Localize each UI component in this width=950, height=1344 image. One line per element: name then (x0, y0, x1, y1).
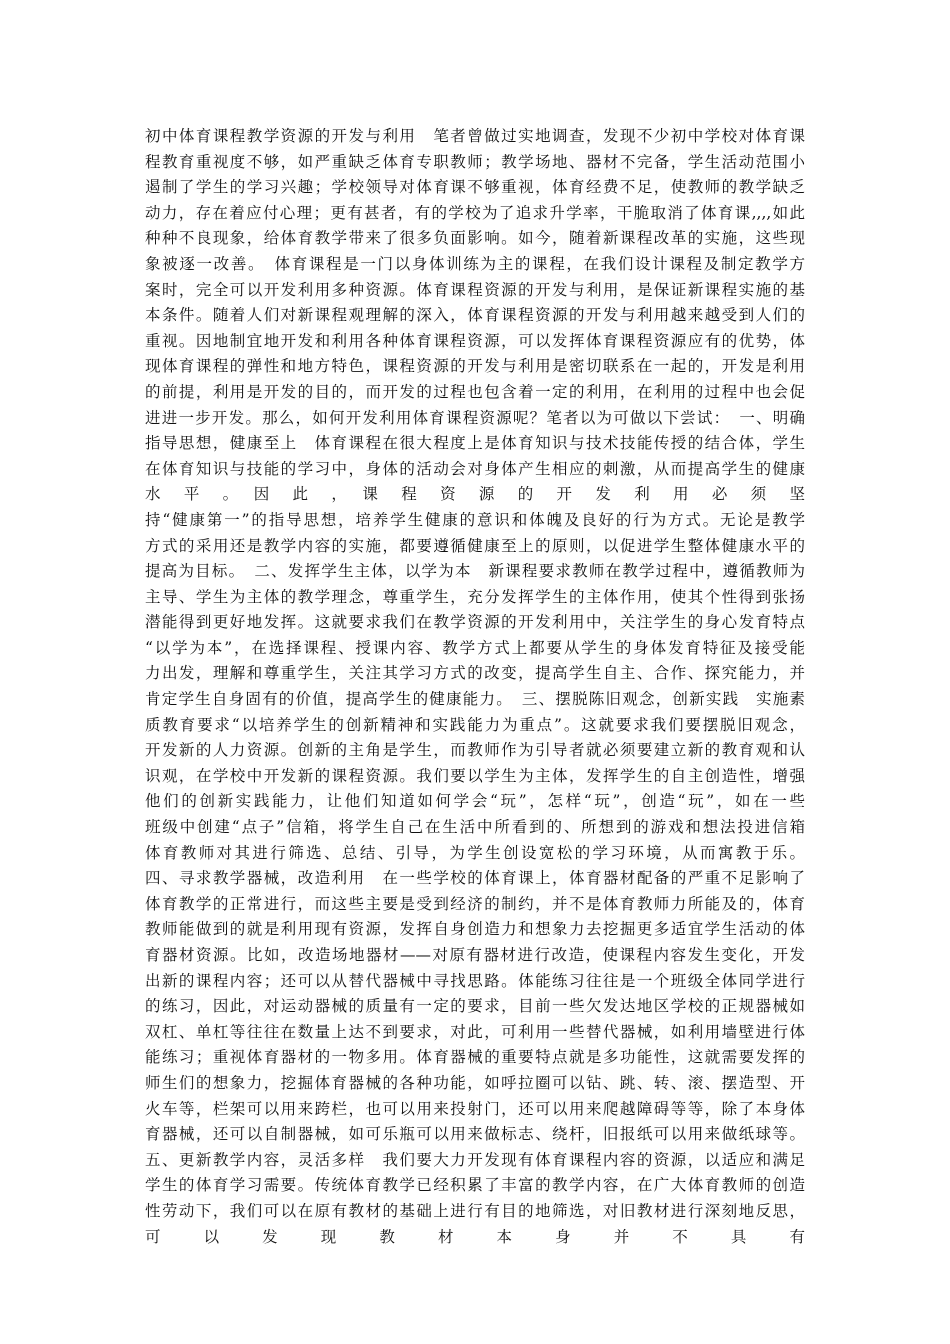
text-line: 识观，在学校中开发新的课程资源。我们要以学生为主体，发挥学生的自主创造性，增强 (145, 766, 805, 785)
text-line: 进进一步开发。那么，如何开发利用体育课程资源呢？笔者以为可做以下尝试： 一、明确 (145, 408, 805, 427)
text-line: 的练习，因此，对运动器械的质量有一定的要求，目前一些欠发达地区学校的正规器械如 (145, 997, 805, 1016)
text-line: 重视。因地制宜地开发和利用各种体育课程资源，可以发挥体育课程资源应有的优势，体 (145, 331, 805, 350)
text-line: 肯定学生自身固有的价值，提高学生的健康能力。 三、摆脱陈旧观念，创新实践 实施素 (145, 690, 805, 709)
text-line: 动力，存在着应付心理；更有甚者，有的学校为了追求升学率，干脆取消了体育课,,,,如此 (145, 203, 805, 222)
text-line: 四、寻求教学器械，改造利用 在一些学校的体育课上，体育器材配备的严重不足影响了 (145, 869, 805, 888)
text-line: 本条件。随着人们对新课程观理解的深入，体育课程资源的开发与利用越来越受到人们的 (145, 306, 805, 325)
text-line: 可 以 发 现 教 材 本 身 并 不 具 有 (145, 1227, 805, 1246)
text-line: 开发新的人力资源。创新的主角是学生，而教师作为引导者就必须要建立新的教育观和认 (145, 741, 805, 760)
text-line: 遏制了学生的学习兴趣；学校领导对体育课不够重视，体育经费不足，使教师的教学缺乏 (145, 178, 805, 197)
text-line: 出新的课程内容；还可以从替代器械中寻找思路。体能练习往往是一个班级全体同学进行 (145, 971, 805, 990)
text-line: 案时，完全可以开发利用多种资源。体育课程资源的开发与利用，是保证新课程实施的基 (145, 280, 805, 299)
text-line: 学生的体育学习需要。传统体育教学已经积累了丰富的教学内容，在广大体育教师的创造 (145, 1176, 805, 1195)
text-line: 种种不良现象，给体育教学带来了很多负面影响。如今，随着新课程改革的实施，这些现 (145, 229, 805, 248)
text-line: 能练习；重视体育器材的一物多用。体育器械的重要特点就是多功能性，这就需要发挥的 (145, 1048, 805, 1067)
text-line: 潜能得到更好地发挥。这就要求我们在教学资源的开发利用中，关注学生的身心发育特点 (145, 613, 805, 632)
text-line: 教师能做到的就是利用现有资源，发挥自身创造力和想象力去挖掘更多适宜学生活动的体 (145, 920, 805, 939)
text-line: 力出发，理解和尊重学生，关注其学习方式的改变，提高学生自主、合作、探究能力，并 (145, 664, 805, 683)
text-line: 双杠、单杠等往往在数量上达不到要求，对此，可利用一些替代器械，如利用墙壁进行体 (145, 1022, 805, 1041)
text-line: 五、更新教学内容，灵活多样 我们要大力开发现有体育课程内容的资源，以适应和满足 (145, 1150, 805, 1169)
text-line: 初中体育课程教学资源的开发与利用 笔者曾做过实地调查，发现不少初中学校对体育课 (145, 127, 805, 145)
text-line: 象被逐一改善。 体育课程是一门以身体训练为主的课程，在我们设计课程及制定教学方 (145, 254, 805, 273)
text-line: 育器材资源。比如，改造场地器材——对原有器材进行改造，使课程内容发生变化，开发 (145, 946, 805, 964)
text-line: 他们的创新实践能力，让他们知道如何学会“玩”，怎样“玩”，创造“玩”，如在一些 (145, 792, 805, 811)
text-line: 程教育重视度不够，如严重缺乏体育专职教师；教学场地、器材不完备，学生活动范围小 (145, 152, 805, 171)
text-line: 主导、学生为主体的教学理念，尊重学生，充分发挥学生的主体作用，使其个性得到张扬 (145, 587, 805, 606)
text-line: 现体育课程的弹性和地方特色，课程资源的开发与利用是密切联系在一起的，开发是利用 (145, 357, 805, 376)
text-line: 的前提，利用是开发的目的，而开发的过程也包含着一定的利用，在利用的过程中也会促 (145, 382, 805, 401)
text-line: 师生们的想象力，挖掘体育器械的各种功能，如呼拉圈可以钻、跳、转、滚、摆造型、开 (145, 1073, 805, 1092)
text-line: 体育教学的正常进行，而这些主要是受到经济的制约，并不是体育教师力所能及的，体育 (145, 894, 805, 913)
text-line: 在体育知识与技能的学习中，身体的活动会对身体产生相应的刺激，从而提高学生的健康 (145, 459, 805, 478)
text-line: 火车等，栏架可以用来跨栏，也可以用来投射门，还可以用来爬越障碍等等，除了本身体 (145, 1099, 805, 1118)
text-line: 质教育要求“以培养学生的创新精神和实践能力为重点”。这就要求我们要摆脱旧观念， (145, 715, 805, 734)
body-text (145, 124, 805, 1250)
text-line: 方式的采用还是教学内容的实施，都要遵循健康至上的原则，以促进学生整体健康水平的 (145, 536, 805, 555)
text-line: 水 平 。 因 此 ， 课 程 资 源 的 开 发 利 用 必 须 坚 (145, 485, 805, 504)
text-line: 性劳动下，我们可以在原有教材的基础上进行有目的地筛选，对旧教材进行深刻地反思， (145, 1201, 805, 1220)
text-line: “以学为本”，在选择课程、授课内容、教学方式上都要从学生的身体发育特征及接受能 (145, 638, 805, 657)
text-line: 提高为目标。 二、发挥学生主体，以学为本 新课程要求教师在教学过程中，遵循教师为 (145, 562, 805, 581)
text-line: 体育教师对其进行筛选、总结、引导，为学生创设宽松的学习环境，从而寓教于乐。 (145, 843, 805, 862)
text-line: 指导思想，健康至上 体育课程在很大程度上是体育知识与技术技能传授的结合体，学生 (145, 434, 805, 453)
text-line: 班级中创建“点子”信箱，将学生自己在生活中所看到的、所想到的游戏和想法投进信箱 (145, 818, 805, 837)
text-line: 育器械，还可以自制器械，如可乐瓶可以用来做标志、绕杆，旧报纸可以用来做纸球等。 (145, 1125, 805, 1144)
text-line: 持“健康第一”的指导思想，培养学生健康的意识和体魄及良好的行为方式。无论是教学 (145, 510, 805, 529)
